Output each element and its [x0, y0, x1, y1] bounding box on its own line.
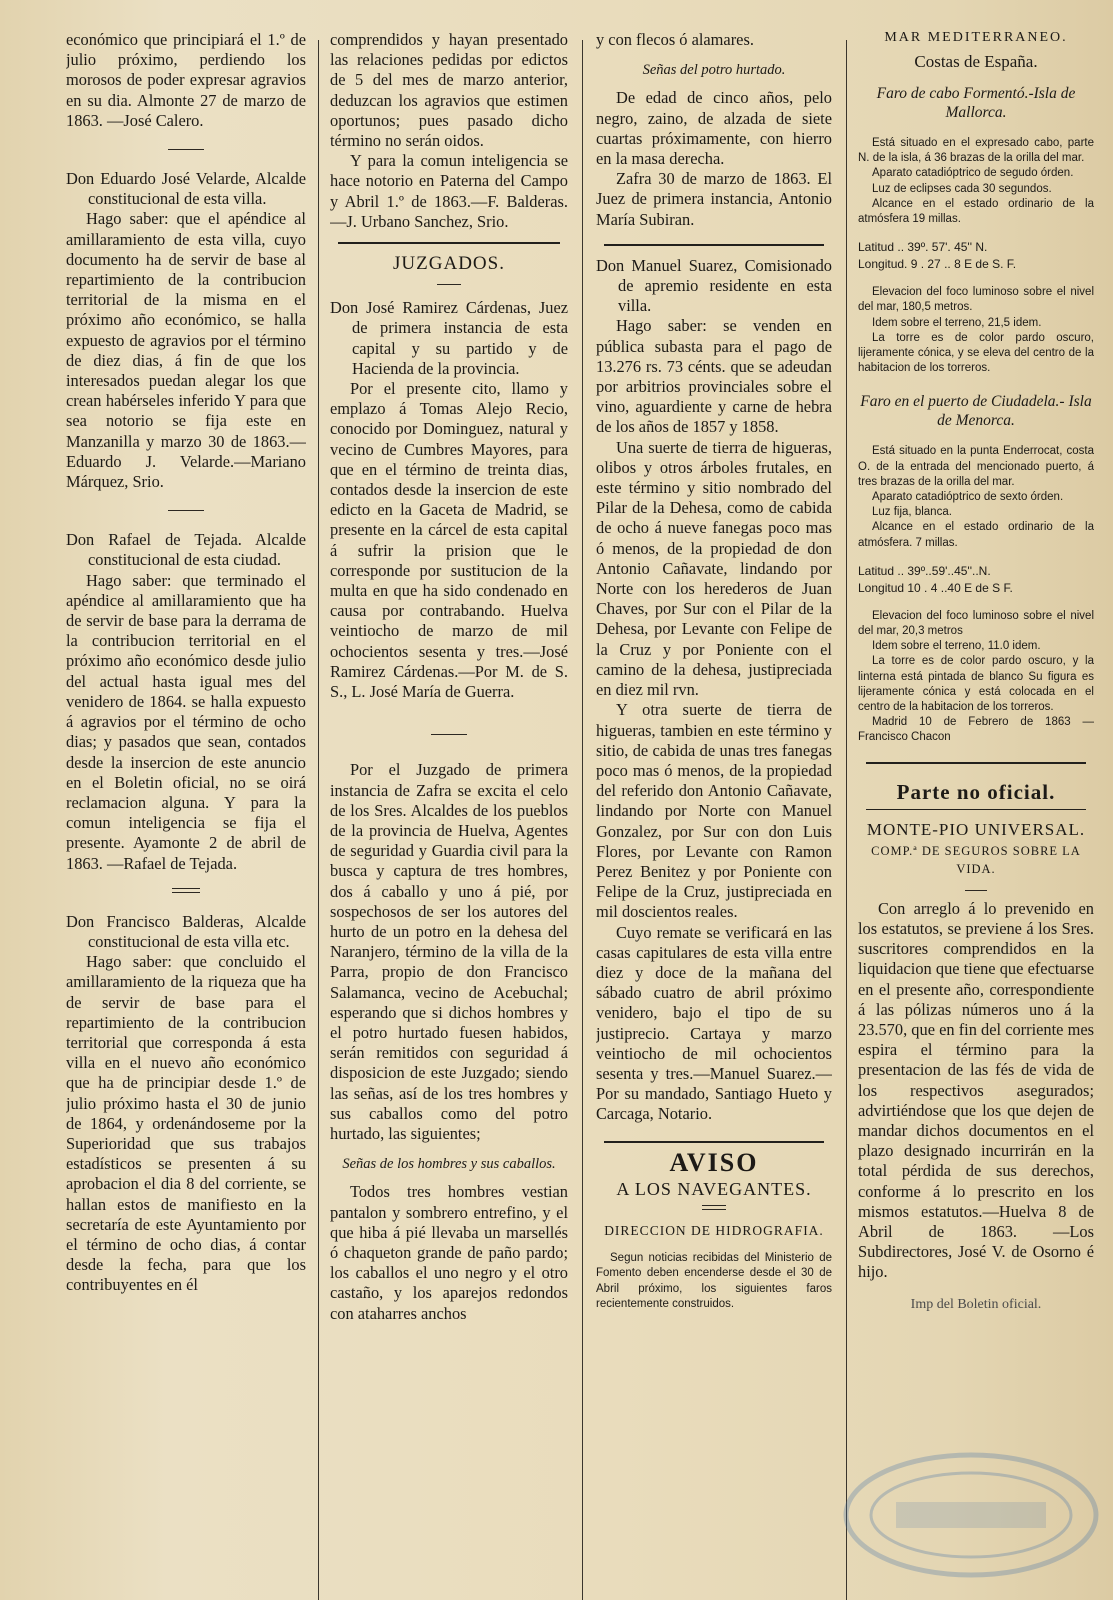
- paragraph: comprendidos y hayan presentado las relaciones pedidas por edictos de 5 del mes de marzo anterior, deduzcan los agravios que estimen oportunos; pues pasado dicho término no serán oidos.: [330, 30, 568, 151]
- separator: [330, 276, 568, 286]
- edict-heading: Don Francisco Balderas, Alcalde constitucional de esta villa etc.: [66, 911, 306, 951]
- column-divider: [318, 40, 319, 1600]
- library-watermark: [836, 1440, 1106, 1590]
- lighthouse-details: [858, 285, 1094, 376]
- edict-heading: Don Eduardo José Velarde, Alcalde constitucional de esta villa.: [66, 169, 306, 209]
- edict-body: Cuyo remate se verificará en las casas capitulares de esta villa entre diez y doce de la mañana del sábado cuatro de abril próximo venidero, bajo el tipo de su justiprecio. Cartaya y marzo veintiocho de mil ochocientos sesenta y tres.—Manuel Suarez.—Por su mandado, Santiago Hueto y Carcaga, Notario.: [596, 922, 832, 1124]
- edict-heading: Don José Ramirez Cárdenas, Juez de primera instancia de esta capital y su partido y de Hacienda de la provincia.: [330, 298, 568, 378]
- column-2: [330, 30, 568, 1324]
- region-subheading: Costas de España.: [914, 52, 1038, 71]
- detail-line: Luz fija, blanca.: [872, 506, 952, 519]
- separator: [858, 884, 1094, 891]
- detail-line: Luz de eclipses cada 30 segundos.: [872, 182, 1052, 195]
- edict-body: Hago saber: que el apéndice al amillaramiento de esta villa, cuyo documento ha de servir de base al repartimiento de la contribucion territorial de la misma en el próximo año económico, se halla expuesto de agravios por el término de diez dias, á fin de que los interesados puedan alegar los que crean habérseles inferido Y para que sea notorio se fija este en Manzanilla y marzo 30 de 1863.— Eduardo J. Velarde.—Mariano Márquez, Srio.: [66, 209, 306, 492]
- notice-wrap: [858, 899, 1094, 1283]
- subheading: Señas de los hombres y sus caballos.: [342, 1156, 556, 1173]
- latitude: Latitud .. 39º. 57'. 45'' N.: [858, 240, 988, 255]
- notice-authority: DIRECCION DE HIDROGRAFIA.: [604, 1222, 824, 1238]
- notice-title: AVISO: [669, 1147, 759, 1177]
- detail-line: La torre es de color pardo oscuro, y la linterna está pintada de blanco Su figura es lijeramente cónica y está colocada en el centro de la habitacion de los torreros.: [858, 655, 1094, 714]
- detail-line: Idem sobre el terreno, 11.0 idem.: [872, 640, 1041, 653]
- separator: [66, 502, 306, 512]
- separator: [66, 884, 306, 894]
- company-name: MONTE-PIO UNIVERSAL.: [866, 819, 1086, 839]
- column-3: [596, 30, 832, 1312]
- detail-line: Alcance en el estado ordinario de la atmósfera 19 millas.: [858, 197, 1094, 226]
- detail-line: Aparato catadióptrico de sexto órden.: [872, 491, 1064, 504]
- lighthouse-details: [858, 136, 1094, 227]
- edict-body: Una suerte de tierra de higueras, olibos y otros árboles frutales, en este término y sitio nombrado del Pilar de la Dehesa, como de cabida de ocho á nueve fanegas poco mas ó menos, de la propiedad de don Antonio Cañavate, lindando por Norte con los herederos de Juan Chaves, por Sur con el Pilar de la Dehesa, por Levante con Felipe de la Cruz y por Poniente con el camino de la dehesa, justipreciada en diez mil rvn.: [596, 437, 832, 700]
- section-rule: [866, 762, 1086, 764]
- company-subtitle: COMP.ª DE SEGUROS SOBRE LA VIDA.: [871, 843, 1081, 876]
- edict-body: Por el Juzgado de primera instancia de Zafra se excita el celo de los Sres. Alcaldes de los pueblos de la provincia de Huelva, Agentes de seguridad y Guardia civil para la busca y captura de tres hombres, dos á caballo y uno á pié, por sospechosos de ser los autores del hurto de un potro en la dehesa del Naranjero, término de la villa de la Parra, propio de don Francisco Salamanca, vecino de Acebuchal; esperando que si dichos hombres y el potro hurtado fuesen habidos, serán remitidos con seguridad á disposicion de este Juzgado; siendo las señas, así de los tres hombres y sus caballos como del potro hurtado, las siguientes;: [330, 760, 568, 1143]
- column-4: [858, 30, 1094, 1313]
- latitude: Latitud .. 39º..59'..45''..N.: [858, 563, 991, 578]
- edict-body: Por el presente cito, llamo y emplazo á Tomas Alejo Recio, conocido por Dominguez, natural y vecino de Cumbres Mayores, para que en el término de treinta dias, contados desde la insercion de este edicto en la Gaceta de Madrid, se presente en la cárcel de esta capital á sufrir la prision que le corresponde por sustitucion de la multa en que ha sido condenado en causa por contrabando. Huelva veintiocho de marzo de mil ochocientos sesenta y tres.—José Ramirez Cárdenas.—Por M. de S. S., L. José María de Guerra.: [330, 379, 568, 702]
- separator: [596, 1201, 832, 1211]
- detail-line: Elevacion del foco luminoso sobre el nivel del mar, 20,3 metros: [858, 609, 1094, 638]
- coordinates: [858, 563, 1094, 597]
- edict-body: Hago saber: que terminado el apéndice al amillaramiento que ha de servir de base para la derrama de la contribucion territorial en el próximo año económico desde julio del actual hasta igual mes del venidero de 1864. se halla expuesto á agravios por el término de ocho dias; y pasados que sean, contados desde la insercion de este anuncio en el Boletin oficial, no se oirá reclamacion alguna. Y para la comun inteligencia se fija el presente. Ayamonte 2 de abril de 1863. —Rafael de Tejada.: [66, 570, 306, 873]
- detail-line: Idem sobre el terreno, 21,5 idem.: [872, 316, 1042, 329]
- signature: Madrid 10 de Febrero de 1863 — Francisco Chacon: [858, 716, 1094, 744]
- notice-subtitle: A LOS NAVEGANTES.: [616, 1178, 812, 1199]
- column-divider: [846, 40, 847, 1600]
- notice-body: Segun noticias recibidas del Ministerio de Fomento deben encenderse desde el 30 de Abril próximo, los siguientes faros recientemente construidos.: [596, 1252, 832, 1310]
- section-rule: [866, 809, 1086, 810]
- paragraph: Todos tres hombres vestian pantalon y sombrero entrefino, y el que hiba á pié llevaba un marsellés ó chaqueton grande de paño pardo; los caballos el uno negro y el otro castaño, y los aparejos redondos con ataharres anchos: [330, 1182, 568, 1323]
- signature: Zafra 30 de marzo de 1863. El Juez de primera instancia, Antonio María Subiran.: [596, 169, 832, 229]
- paragraph: Y para la comun inteligencia se hace notorio en Paterna del Campo y Abril 1.º de 1863.—F. Balderas.—J. Urbano Sanchez, Srio.: [330, 151, 568, 231]
- section-rule: [604, 244, 824, 246]
- longitude: Longitud 10 . 4 ..40 E de S F.: [858, 580, 1013, 595]
- region-heading: MAR MEDITERRANEO.: [884, 30, 1068, 45]
- detail-line: Alcance en el estado ordinario de la atmósfera. 7 millas.: [858, 521, 1094, 549]
- paragraph: económico que principiará el 1.º de julio próximo, perdiendo los morosos de poder expresar agravios en su dia. Almonte 27 de marzo de 1863. —José Calero.: [66, 30, 306, 130]
- detail-line: Está situado en el expresado cabo, parte N. de la isla, á 36 brazas de la orilla del mar.: [858, 137, 1094, 165]
- edict-heading: Don Manuel Suarez, Comisionado de apremio residente en esta villa.: [596, 255, 832, 316]
- coordinates: [858, 239, 1094, 273]
- section-rule: [338, 242, 560, 244]
- section-heading-parte: Parte no oficial.: [896, 779, 1056, 804]
- detail-line: Aparato catadióptrico de segudo órden.: [872, 167, 1074, 180]
- edict-body: Hago saber: se venden en pública subasta para el pago de 13.276 rs. 73 cénts. que se adeudan por arbitrios provinciales sobre el vino, aguardiente y carne de hebra de los años de 1857 y 1858.: [596, 316, 832, 437]
- edict-heading: Don Rafael de Tejada. Alcalde constitucional de esta ciudad.: [66, 530, 306, 570]
- longitude: Longitud. 9 . 27 .. 8 E de S. F.: [858, 257, 1017, 272]
- detail-line: La torre es de color pardo oscuro, lijeramente cónica, y se eleva del centro de la habitacion de los torreros.: [858, 331, 1094, 375]
- notice-body-wrap: [596, 1251, 832, 1312]
- lighthouse-name: Faro en el puerto de Ciudadela.- Isla de Menorca.: [860, 393, 1092, 430]
- lighthouse-details: [858, 444, 1094, 550]
- edict-body: Hago saber: que concluido el amillaramiento de la riqueza que ha de servir de base para el repartimiento de la contribucion territorial que corresponda á esta villa en el nuevo año económico que ha de principiar desde 1.º de julio próximo hasta el 30 de junio de 1864, y ordenándoseme por la Superioridad que sus trabajos estadísticos se presenten á su aprobacion el dia 8 del corriente, se hallan estos de manifiesto en la secretaría de este Ayuntamiento por el término de ocho dias, á contar desde la fecha, para que los contribuyentes en él: [66, 952, 306, 1295]
- printer-imprint: Imp del Boletin oficial.: [910, 1296, 1042, 1312]
- edict-body: Y otra suerte de tierra de higueras, tambien en este término y sitio, de cabida de unas tres fanegas poco mas ó menos, de la propiedad del referido don Antonio Cañavate, lindando por Norte con Manuel Gonzalez, por Sur con don Luis Flores, por Levante con Ramon Perez Benitez y por Poniente con Felipe de la Cruz, justipreciada en mil doscientos reales.: [596, 700, 832, 922]
- detail-line: Elevacion del foco luminoso sobre el nivel del mar, 180,5 metros.: [858, 286, 1094, 314]
- column-1: [66, 30, 306, 1296]
- separator: [66, 141, 306, 151]
- subheading: Señas del potro hurtado.: [642, 62, 786, 79]
- paragraph: De edad de cinco años, pelo negro, zaino, de alzada de siete cuartas próximamente, con hierro en la masa derecha.: [596, 88, 832, 169]
- paragraph: y con flecos ó alamares.: [596, 30, 754, 49]
- section-heading-juzgados: JUZGADOS.: [393, 253, 505, 275]
- lighthouse-name: Faro de cabo Formentó.-Isla de Mallorca.: [876, 85, 1076, 121]
- paragraph: Con arreglo á lo prevenido en los estatutos, se previene á los Sres. suscritores comprendidos en la liquidacion que tiene que efectuarse en el presente año, correspondiente á las pólizas números uno á la 23.570, que en fin del corriente mes espira el término para la presentacion de las fés de vida de los respectivos asegurados; advirtiéndose que los que dejen de mandar dichos documentos en el plazo designado incurrirán en la total pérdida de sus derechos, conforme á lo prescrito en los mismos estatutos.—Huelva 8 de Abril de 1863. —Los Subdirectores, José V. de Osorno é hijo.: [858, 898, 1094, 1282]
- separator: [330, 726, 568, 736]
- section-rule: [604, 1141, 824, 1143]
- lighthouse-details: [858, 609, 1094, 746]
- column-divider: [582, 40, 583, 1600]
- detail-line: Está situado en la punta Enderrocat, costa O. de la entrada del mencionado puerto, á tres brazas de la orilla del mar.: [858, 445, 1094, 488]
